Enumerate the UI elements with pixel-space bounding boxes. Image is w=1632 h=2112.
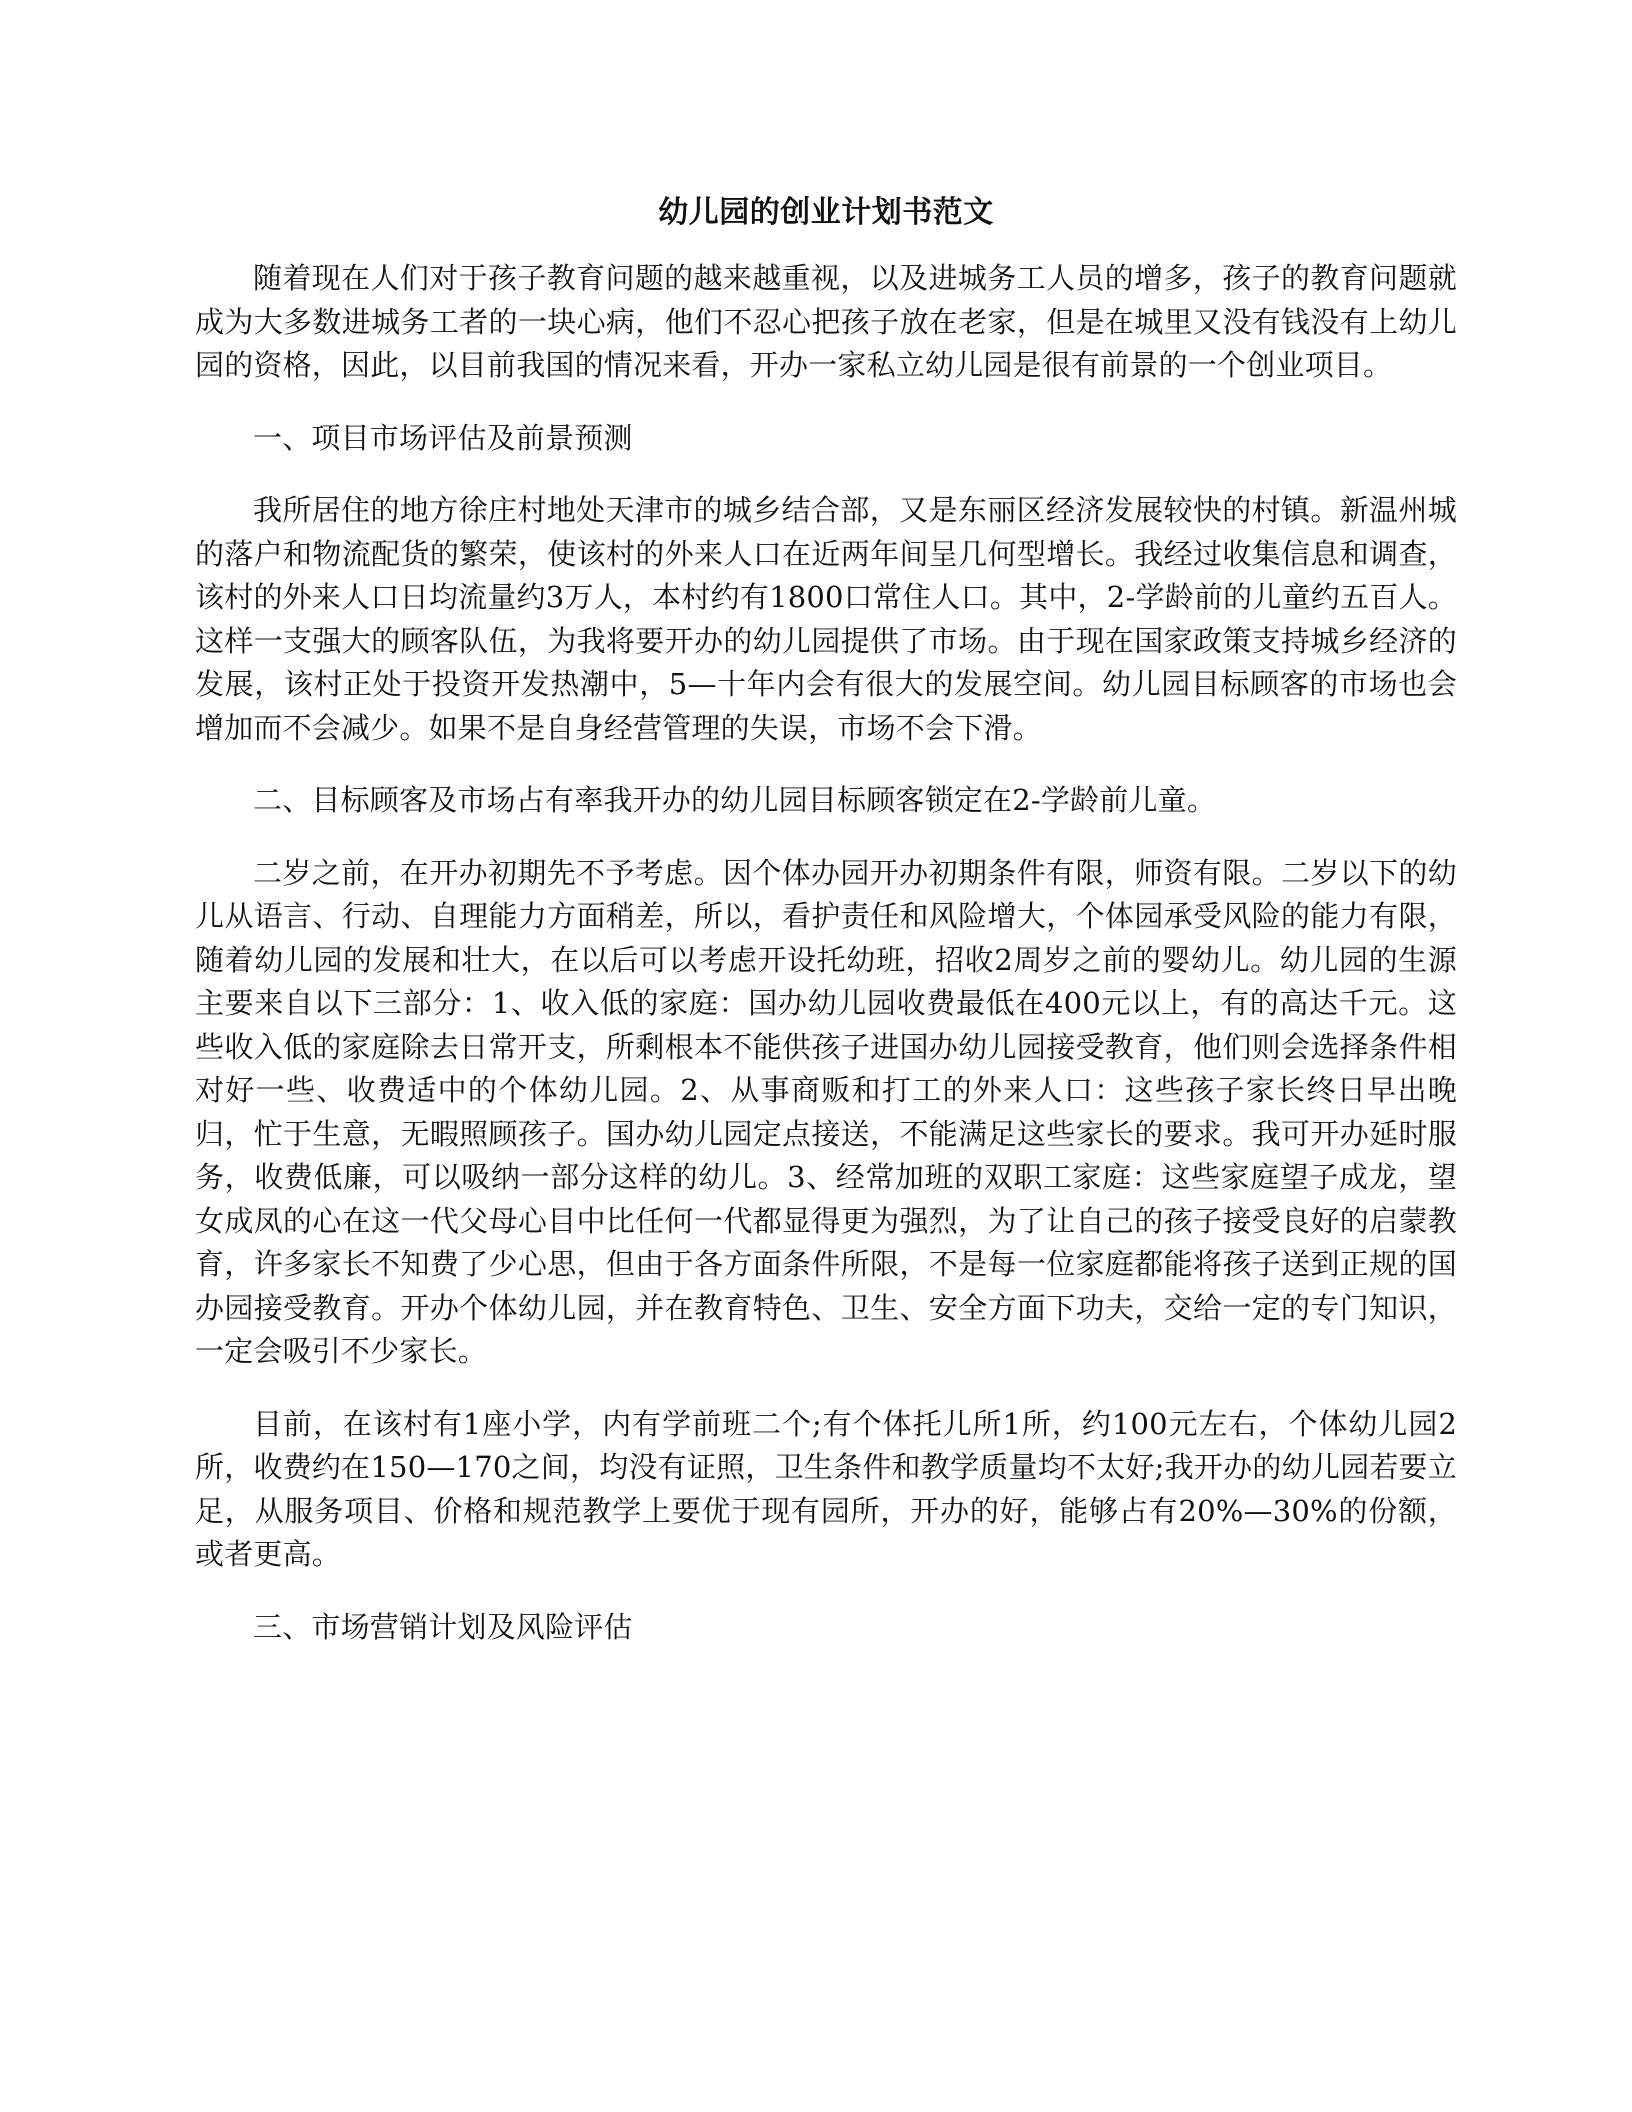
section-heading-3: 三、市场营销计划及风险评估: [253, 1609, 633, 1644]
paragraph-market-assessment: 我所居住的地方徐庄村地处天津市的城乡结合部，又是东丽区经济发展较快的村镇。新温州城的落户和物流配货的繁荣，使该村的外来人口在近两年间呈几何型增长。我经过收集信息和调查，该村的外来人口日均流量约3万人，本村约有1800口常住人口。其中，2-学龄前的儿童约五百人。这样一支强大的顾客队伍，为我将要开办的幼儿园提供了市场。由于现在国家政策支持城乡经济的发展，该村正处于投资开发热潮中，5—十年内会有很大的发展空间。幼儿园目标顾客的市场也会增加而不会减少。如果不是自身经营管理的失误，市场不会下滑。: [195, 493, 1457, 745]
paragraph-competition: 目前，在该村有1座小学，内有学前班二个;有个体托儿所1所，约100元左右，个体幼儿园2所，收费约在150—170之间，均没有证照，卫生条件和教学质量均不太好;我开办的幼儿园若要立足，从服务项目、价格和规范教学上要优于现有园所，开办的好，能够占有20%—30%的份额，或者更高。: [195, 1406, 1457, 1571]
paragraph-customer-sources: 二岁之前，在开办初期先不予考虑。因个体办园开办初期条件有限，师资有限。二岁以下的幼儿从语言、行动、自理能力方面稍差，所以，看护责任和风险增大，个体园承受风险的能力有限，随着幼儿园的发展和壮大，在以后可以考虑开设托幼班，招收2周岁之前的婴幼儿。幼儿园的生源主要来自以下三部分：1、收入低的家庭：国办幼儿园收费最低在400元以上，有的高达千元。这些收入低的家庭除去日常开支，所剩根本不能供孩子进国办幼儿园接受教育，他们则会选择条件相对好一些、收费适中的个体幼儿园。2、从事商贩和打工的外来人口：这些孩子家长终日早出晚归，忙于生意，无暇照顾孩子。国办幼儿园定点接送，不能满足这些家长的要求。我可开办延时服务，收费低廉，可以吸纳一部分这样的幼儿。3、经常加班的双职工家庭：这些家庭望子成龙，望女成凤的心在这一代父母心目中比任何一代都显得更为强烈，为了让自己的孩子接受良好的启蒙教育，许多家长不知费了少心思，但由于各方面条件所限，不是每一位家庭都能将孩子送到正规的国办园接受教育。开办个体幼儿园，并在教育特色、卫生、安全方面下功夫，交给一定的专门知识，一定会吸引不少家长。: [195, 855, 1457, 1368]
section-heading-1: 一、项目市场评估及前景预测: [253, 420, 633, 455]
document-body: [195, 193, 1457, 1678]
paragraph-intro: 随着现在人们对于孩子教育问题的越来越重视，以及进城务工人员的增多，孩子的教育问题就成为大多数进城务工者的一块心病，他们不忍心把孩子放在老家，但是在城里又没有钱没有上幼儿园的资格，因此，以目前我国的情况来看，开办一家私立幼儿园是很有前景的一个创业项目。: [195, 261, 1457, 382]
document-title: 幼儿园的创业计划书范文: [658, 195, 994, 230]
section-heading-2: 二、目标顾客及市场占有率我开办的幼儿园目标顾客锁定在2-学龄前儿童。: [253, 783, 1217, 817]
